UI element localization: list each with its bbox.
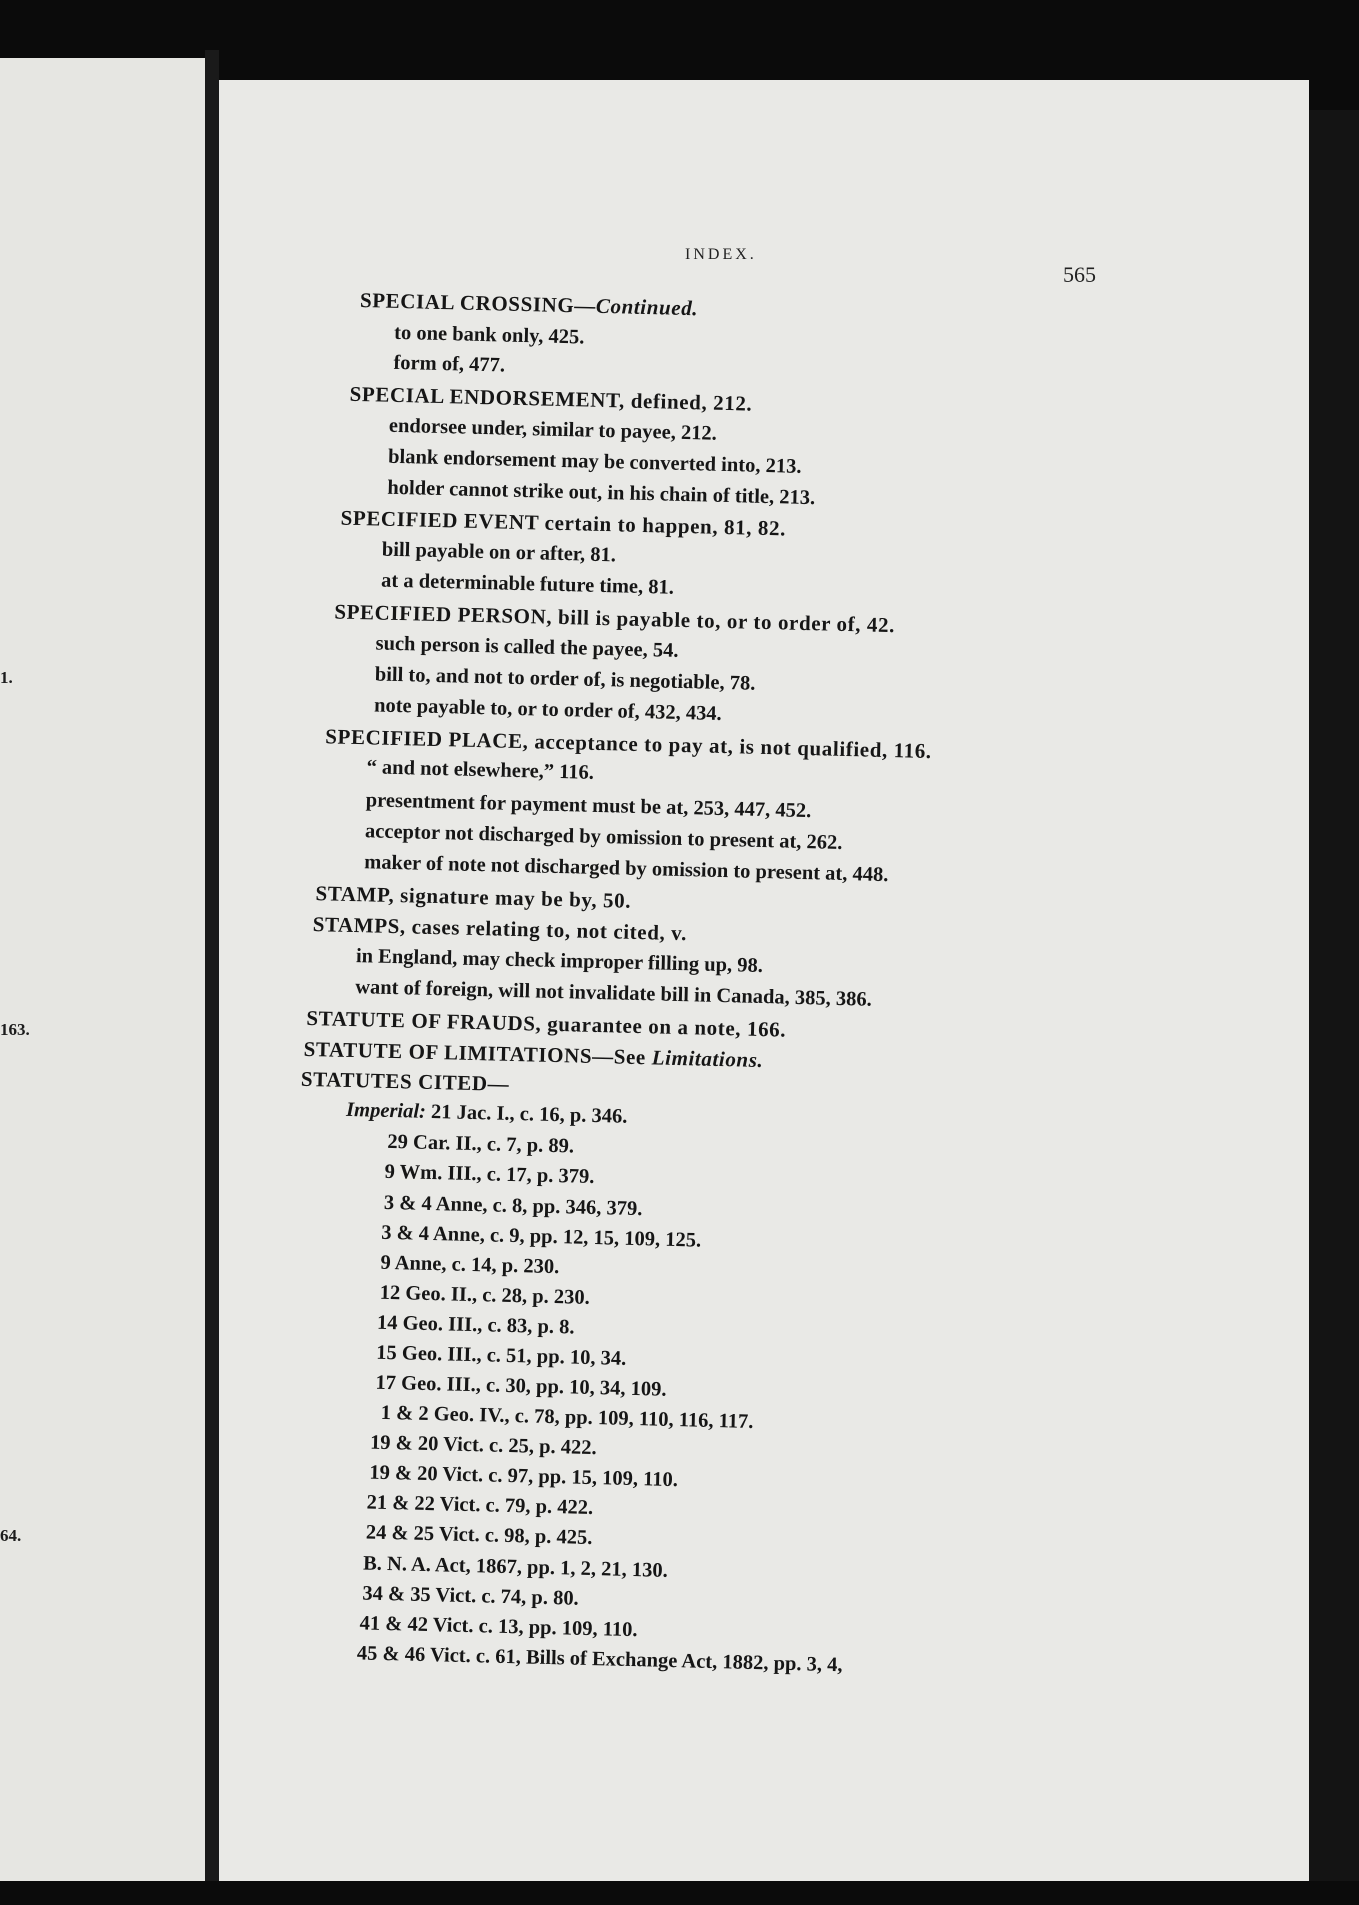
index-subentry: bill payable on or after, 81.: [381, 538, 617, 567]
statute-citation: 3 & 4 Anne, c. 9, pp. 12, 15, 109, 125.: [380, 1221, 702, 1252]
statute-citation: 9 Wm. III., c. 17, p. 379.: [384, 1160, 595, 1188]
index-heading: SPECIAL CROSSING—Continued.: [359, 288, 699, 321]
index-subentry: “ and not elsewhere,” 116.: [366, 756, 595, 784]
left-page-fragment: 163.: [0, 1020, 30, 1039]
index-subentry: form of, 477.: [393, 351, 506, 377]
statute-citation: 9 Anne, c. 14, p. 230.: [380, 1251, 560, 1279]
statute-citation: 45 & 46 Vict. c. 61, Bills of Exchange Act, 1882, pp. 3, 4,: [356, 1642, 843, 1677]
statute-citation: 29 Car. II., c. 7, p. 89.: [387, 1130, 575, 1158]
index-heading: SPECIFIED PLACE, acceptance to pay at, is not qualified, 116.: [325, 724, 932, 764]
statute-citation: 24 & 25 Vict. c. 98, p. 425.: [365, 1521, 593, 1550]
statute-citation: 3 & 4 Anne, c. 8, pp. 346, 379.: [383, 1191, 643, 1221]
index-subentry: to one bank only, 425.: [393, 321, 585, 349]
page-number: 565: [1063, 262, 1096, 287]
statute-citation: 17 Geo. III., c. 30, pp. 10, 34, 109.: [375, 1371, 667, 1401]
statute-citation: 12 Geo. II., c. 28, p. 230.: [379, 1281, 591, 1309]
index-subentry: note payable to, or to order of, 432, 434.: [373, 694, 722, 725]
index-heading: SPECIFIED PERSON, bill is payable to, or to order of, 42.: [334, 599, 896, 638]
statute-citation: 15 Geo. III., c. 51, pp. 10, 34.: [376, 1341, 627, 1370]
index-heading: SPECIFIED EVENT certain to happen, 81, 82.: [340, 505, 787, 541]
statute-citation: 1 & 2 Geo. IV., c. 78, pp. 109, 110, 116, 117.: [380, 1401, 754, 1433]
index-subentry: bill to, and not to order of, is negotiable, 78.: [374, 663, 756, 695]
index-subentry: holder cannot strike out, in his chain of title, 213.: [387, 476, 816, 510]
statute-citation: 19 & 20 Vict. c. 97, pp. 15, 109, 110.: [369, 1461, 679, 1492]
index-subentry: maker of note not discharged by omission to present at, 448.: [363, 851, 889, 887]
index-heading: STAMPS, cases relating to, not cited, v.: [312, 912, 688, 946]
index-subentry: want of foreign, will not invalidate bill in Canada, 385, 386.: [354, 976, 873, 1011]
statute-citation: 34 & 35 Vict. c. 74, p. 80.: [362, 1582, 579, 1610]
index-heading: STATUTE OF LIMITATIONS—See Limitations.: [303, 1036, 764, 1073]
index-subentry: such person is called the payee, 54.: [375, 632, 679, 662]
left-page-fragment: 64.: [0, 1526, 22, 1545]
statute-citation: 21 & 22 Vict. c. 79, p. 422.: [366, 1491, 594, 1520]
index-heading: SPECIAL ENDORSEMENT, defined, 212.: [349, 381, 753, 416]
running-header: INDEX.: [685, 246, 757, 263]
statute-citation: 14 Geo. III., c. 83, p. 8.: [376, 1311, 575, 1339]
index-heading: STATUTE OF FRAUDS, guarantee on a note, 166.: [306, 1005, 787, 1042]
index-subentry: Imperial: 21 Jac. I., c. 16, p. 346.: [345, 1098, 628, 1128]
statute-citation: 19 & 20 Vict. c. 25, p. 422.: [369, 1431, 597, 1460]
statute-citation: B. N. A. Act, 1867, pp. 1, 2, 21, 130.: [362, 1552, 668, 1582]
index-subentry: in England, may check improper filling up, 98.: [355, 945, 764, 978]
index-subentry: acceptor not discharged by omission to present at, 262.: [364, 820, 843, 854]
index-subentry: blank endorsement may be converted into, 213.: [387, 445, 802, 478]
index-subentry: endorsee under, similar to payee, 212.: [388, 414, 718, 445]
statute-citation: 41 & 42 Vict. c. 13, pp. 109, 110.: [359, 1612, 638, 1642]
index-subentry: presentment for payment must be at, 253, 447, 452.: [365, 789, 812, 823]
index-heading: STAMP, signature may be by, 50.: [315, 881, 632, 913]
index-heading: STATUTES CITED—: [300, 1066, 510, 1096]
left-page-fragment: 1.: [0, 668, 13, 687]
index-subentry: at a determinable future time, 81.: [380, 569, 675, 599]
